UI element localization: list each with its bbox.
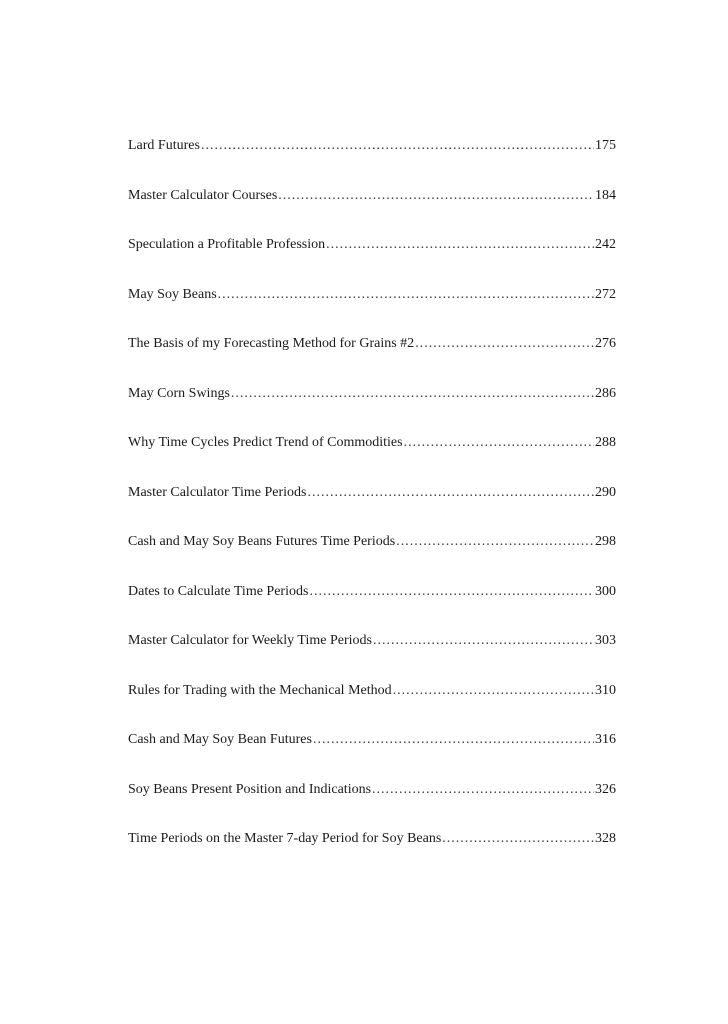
- toc-entry: [128, 381, 616, 431]
- toc-entry-page: 175: [595, 138, 616, 153]
- toc-entry-page: 298: [595, 534, 616, 549]
- toc-entry: [128, 282, 616, 332]
- toc-entry: [128, 430, 616, 480]
- toc-entry: [128, 579, 616, 629]
- toc-entry-title: Master Calculator for Weekly Time Periods: [128, 633, 372, 648]
- toc-dot-leader: [393, 678, 594, 704]
- table-of-contents: [128, 133, 616, 876]
- toc-dot-leader: [309, 579, 594, 605]
- toc-entry: [128, 777, 616, 827]
- toc-entry: [128, 727, 616, 777]
- toc-entry: [128, 133, 616, 183]
- toc-dot-leader: [313, 727, 594, 753]
- toc-dot-leader: [396, 529, 594, 555]
- toc-entry: [128, 232, 616, 282]
- toc-entry-title: May Soy Beans: [128, 286, 217, 302]
- toc-dot-leader: [373, 628, 594, 654]
- toc-entry: [128, 183, 616, 233]
- toc-entry: [128, 678, 616, 728]
- toc-entry-title: Speculation a Profitable Profession: [128, 237, 326, 252]
- toc-entry-title: Soy Beans Present Position and Indications: [128, 781, 372, 797]
- toc-entry: [128, 826, 616, 876]
- toc-dot-leader: [218, 282, 594, 308]
- toc-entry-page: 326: [595, 781, 616, 797]
- toc-dot-leader: [415, 331, 594, 357]
- toc-entry-page: 290: [595, 484, 616, 500]
- toc-entry-title: Master Calculator Time Periods: [128, 484, 307, 500]
- toc-dot-leader: [404, 430, 594, 456]
- toc-entry-page: 316: [595, 732, 616, 747]
- toc-entry-page: 272: [595, 286, 616, 302]
- toc-entry-page: 310: [595, 682, 616, 698]
- toc-entry-page: 242: [595, 237, 616, 252]
- toc-entry: [128, 529, 616, 579]
- toc-entry-title: May Corn Swings: [128, 385, 230, 401]
- toc-entry-page: 276: [595, 336, 616, 351]
- toc-entry-page: 300: [595, 583, 616, 599]
- toc-dot-leader: [442, 826, 594, 852]
- toc-entry-title: The Basis of my Forecasting Method for Grains #2: [128, 336, 415, 351]
- toc-dot-leader: [231, 381, 594, 407]
- toc-entry-title: Cash and May Soy Bean Futures: [128, 732, 312, 747]
- toc-dot-leader: [308, 480, 595, 506]
- toc-dot-leader: [326, 232, 594, 258]
- toc-entry-title: Cash and May Soy Beans Futures Time Periods: [128, 534, 396, 549]
- toc-entry: [128, 331, 616, 381]
- toc-entry-page: 286: [595, 385, 616, 401]
- toc-entry-page: 328: [595, 831, 616, 846]
- toc-dot-leader: [201, 133, 594, 159]
- toc-entry-page: 184: [595, 187, 616, 203]
- toc-entry: [128, 480, 616, 530]
- toc-entry-title: Time Periods on the Master 7-day Period for Soy Beans: [128, 831, 442, 846]
- toc-entry-title: Master Calculator Courses: [128, 187, 278, 203]
- toc-entry-page: 288: [595, 435, 616, 450]
- toc-entry: [128, 628, 616, 678]
- toc-dot-leader: [372, 777, 594, 803]
- toc-entry-title: Why Time Cycles Predict Trend of Commodities: [128, 435, 403, 450]
- toc-entry-page: 303: [595, 633, 616, 648]
- toc-entry-title: Rules for Trading with the Mechanical Method: [128, 682, 392, 698]
- toc-entry-title: Lard Futures: [128, 138, 200, 153]
- toc-entry-title: Dates to Calculate Time Periods: [128, 583, 309, 599]
- toc-dot-leader: [278, 183, 594, 209]
